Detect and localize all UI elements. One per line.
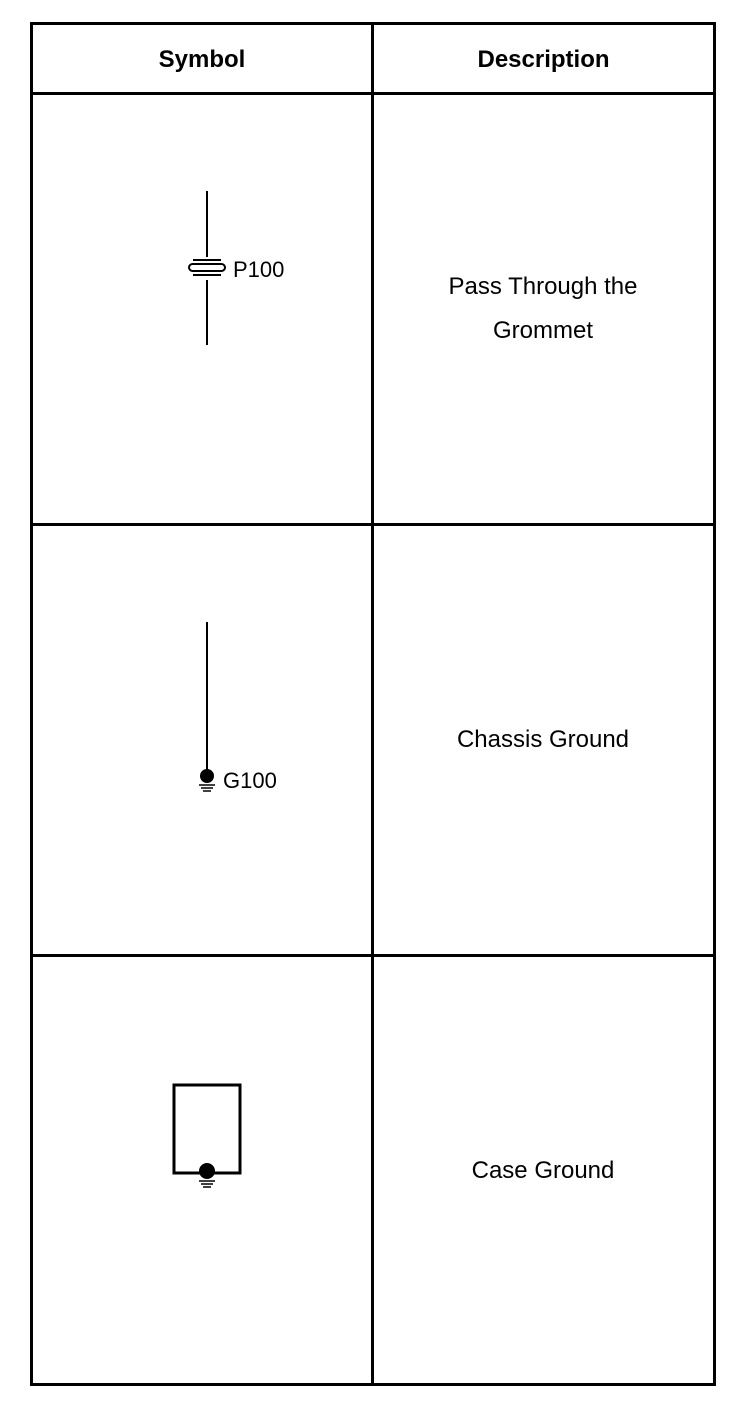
case-ground-icon [33,957,373,1385]
table-border-right [713,22,716,1386]
table-row-3-symbol [33,957,373,1385]
table-row-3-description [373,957,713,1385]
grommet-icon [33,95,373,523]
chassis-ground-icon [33,526,373,954]
symbol-legend-table [30,22,716,1386]
table-row-1-description [373,95,713,523]
description-text: Case Ground [471,1157,615,1184]
header-description: Description [477,45,610,73]
table-row-2-symbol [33,526,373,954]
table-row-1-symbol [33,95,373,523]
table-row-2-description [373,526,713,954]
description-text: Pass Through the Grommet [448,273,638,344]
description-text: Chassis Ground [456,726,630,753]
header-symbol: Symbol [158,45,246,73]
ground-label: G100 [223,768,277,793]
connector-label: P100 [233,257,285,282]
